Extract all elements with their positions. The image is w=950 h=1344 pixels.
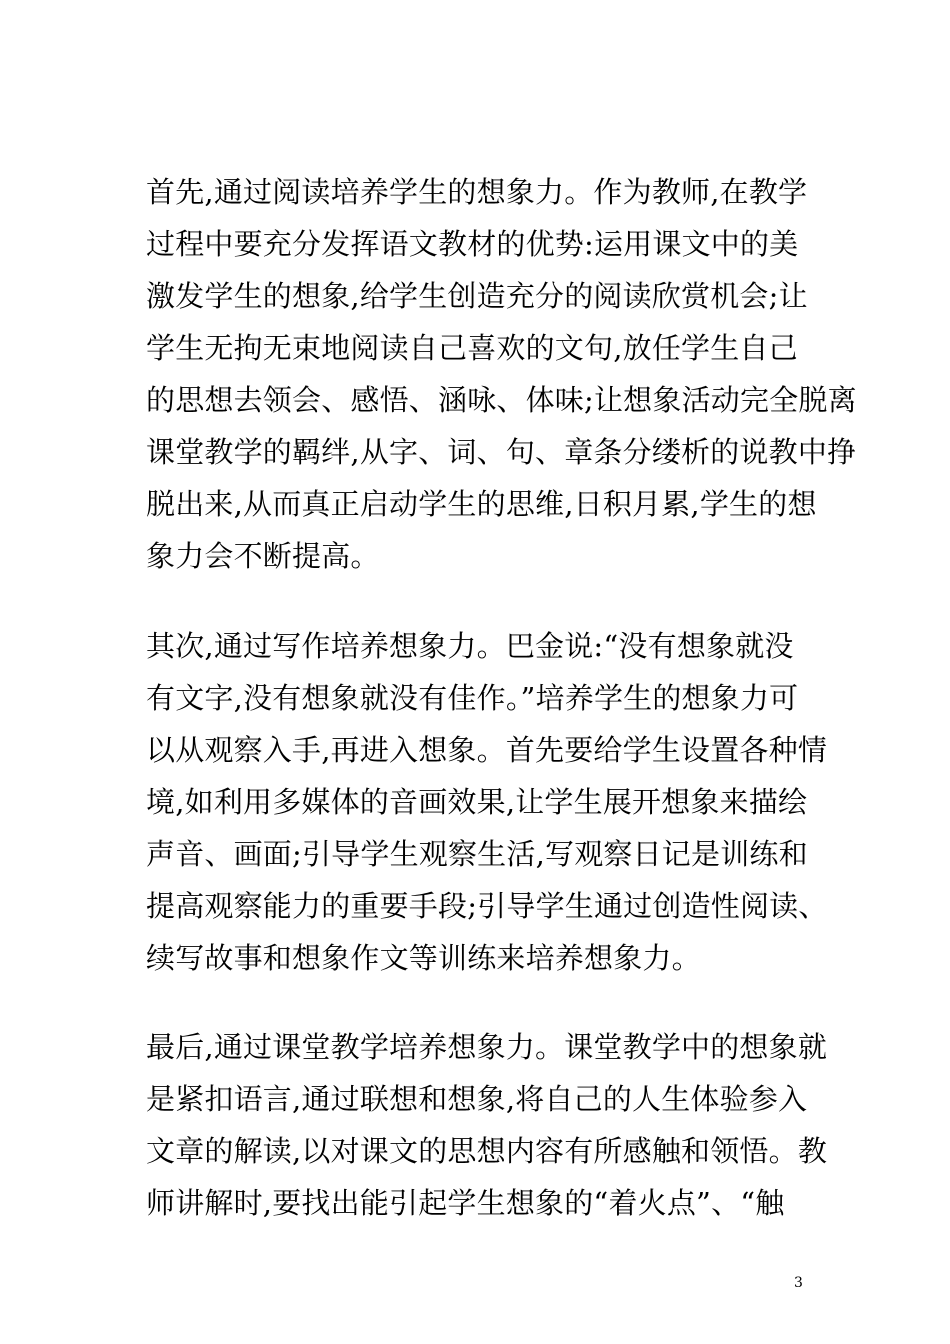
text-line: 学生无拘无束地阅读自己喜欢的文句,放任学生自己 — [146, 331, 798, 365]
text-line: 脱出来,从而真正启动学生的思维,日积月累,学生的想 — [146, 487, 817, 521]
text-line: 激发学生的想象,给学生创造充分的阅读欣赏机会;让 — [146, 279, 808, 313]
text-line: 有文字,没有想象就没有佳作。”培养学生的想象力可 — [146, 681, 799, 715]
text-line: 文章的解读,以对课文的思想内容有所感触和领悟。教 — [146, 1134, 828, 1168]
text-line: 续写故事和想象作文等训练来培养想象力。 — [146, 941, 701, 975]
text-line: 声音、画面;引导学生观察生活,写观察日记是训练和 — [146, 837, 808, 871]
text-line: 的思想去领会、感悟、涵咏、体味;让想象活动完全脱离 — [146, 383, 857, 417]
text-line: 最后,通过课堂教学培养想象力。课堂教学中的想象就 — [146, 1030, 828, 1064]
text-line: 提高观察能力的重要手段;引导学生通过创造性阅读、 — [146, 889, 828, 923]
text-line: 以从观察入手,再进入想象。首先要给学生设置各种情 — [146, 733, 828, 767]
text-line: 境,如利用多媒体的音画效果,让学生展开想象来描绘 — [146, 785, 808, 819]
paragraph-reading — [146, 166, 857, 582]
paragraph-writing — [146, 620, 828, 984]
text-line: 其次,通过写作培养想象力。巴金说:“没有想象就没 — [146, 629, 794, 663]
text-line: 师讲解时,要找出能引起学生想象的“着火点”、“触 — [146, 1186, 785, 1220]
text-line: 象力会不断提高。 — [146, 539, 380, 573]
text-line: 是紧扣语言,通过联想和想象,将自己的人生体验参入 — [146, 1082, 808, 1116]
page-number: 3 — [794, 1275, 803, 1291]
paragraph-classroom — [146, 1021, 828, 1229]
text-line: 过程中要充分发挥语文教材的优势:运用课文中的美 — [146, 227, 799, 261]
text-line: 课堂教学的羁绊,从字、词、句、章条分缕析的说教中挣 — [146, 435, 857, 469]
text-line: 首先,通过阅读培养学生的想象力。作为教师,在教学 — [146, 175, 808, 209]
